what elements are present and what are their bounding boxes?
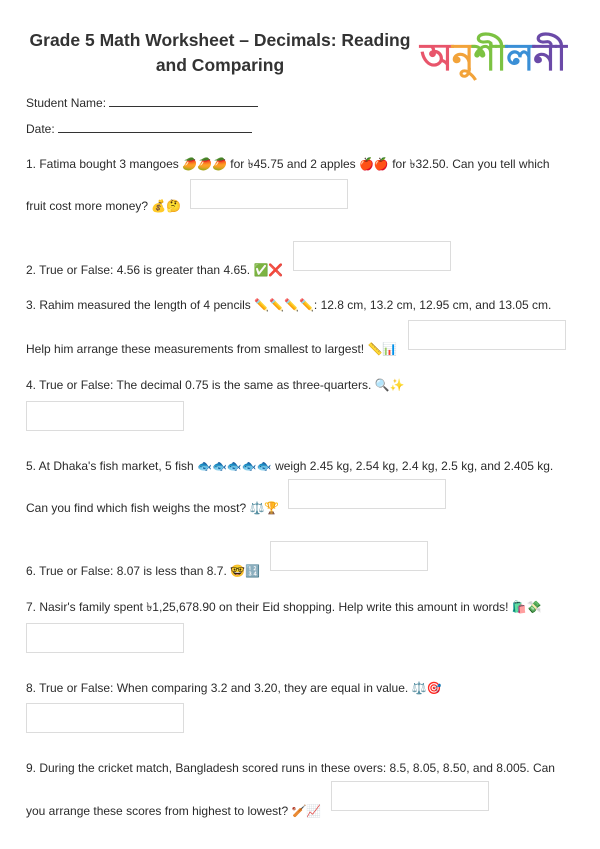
answer-box-1[interactable] xyxy=(190,179,348,209)
date-blank[interactable] xyxy=(58,120,252,133)
question-4-line-1: 4. True or False: The decimal 0.75 is the same as three-quarters. 🔍✨ xyxy=(26,378,405,392)
question-3-line-2: Help him arrange these measurements from smallest to largest! 📏📊 xyxy=(26,342,398,356)
question-6-line-1: 6. True or False: 8.07 is less than 8.7. 🤓🔢 xyxy=(26,564,260,578)
student-name-row xyxy=(26,94,258,111)
answer-box-9[interactable] xyxy=(331,781,489,811)
logo-part-5: নী xyxy=(533,35,566,79)
logo-part-3: শী xyxy=(473,35,506,79)
question-7-line-1: 7. Nasir's family spent ৳1,25,678.90 on their Eid shopping. Help write this amount in words! 🛍️💸 xyxy=(26,600,542,614)
question-3-line-1: 3. Rahim measured the length of 4 pencils ✏️✏️✏️✏️: 12.8 cm, 13.2 cm, 12.95 cm, and 13.05 cm. xyxy=(26,298,552,312)
answer-box-5[interactable] xyxy=(288,479,446,509)
question-8-line-1: 8. True or False: When comparing 3.2 and 3.20, they are equal in value. ⚖️🎯 xyxy=(26,681,442,695)
answer-box-8[interactable] xyxy=(26,703,184,733)
question-1-line-1: 1. Fatima bought 3 mangoes 🥭🥭🥭 for ৳45.75 and 2 apples 🍎🍎 for ৳32.50. Can you tell which xyxy=(26,157,550,171)
logo-part-2: নু xyxy=(451,35,474,79)
student-name-blank[interactable] xyxy=(109,94,258,107)
title-line-2: and Comparing xyxy=(155,55,285,75)
question-9-line-2: you arrange these scores from highest to lowest? 🏏📈 xyxy=(26,804,322,818)
worksheet-title xyxy=(20,28,420,78)
question-9-line-1: 9. During the cricket match, Bangladesh scored runs in these overs: 8.5, 8.05, 8.50, and 8.005. Can xyxy=(26,761,555,775)
question-2-line-1: 2. True or False: 4.56 is greater than 4.65. ✅❌ xyxy=(26,263,284,277)
question-5-line-1: 5. At Dhaka's fish market, 5 fish 🐟🐟🐟🐟🐟 weigh 2.45 kg, 2.54 kg, 2.4 kg, 2.5 kg, and 2.405 kg. xyxy=(26,459,554,473)
question-1-line-2: fruit cost more money? 💰🤔 xyxy=(26,199,182,213)
answer-box-7[interactable] xyxy=(26,623,184,653)
date-label: Date: xyxy=(26,122,55,136)
logo-part-4: ল xyxy=(505,35,534,79)
anushiloni-logo xyxy=(420,28,580,86)
answer-box-4[interactable] xyxy=(26,401,184,431)
student-name-label: Student Name: xyxy=(26,96,107,110)
answer-box-3[interactable] xyxy=(408,320,566,350)
answer-box-2[interactable] xyxy=(293,241,451,271)
date-row xyxy=(26,120,252,137)
logo-part-1: অ xyxy=(420,35,452,79)
title-line-1: Grade 5 Math Worksheet – Decimals: Reading xyxy=(29,30,411,50)
question-5-line-2: Can you find which fish weighs the most? ⚖️🏆 xyxy=(26,501,280,515)
answer-box-6[interactable] xyxy=(270,541,428,571)
